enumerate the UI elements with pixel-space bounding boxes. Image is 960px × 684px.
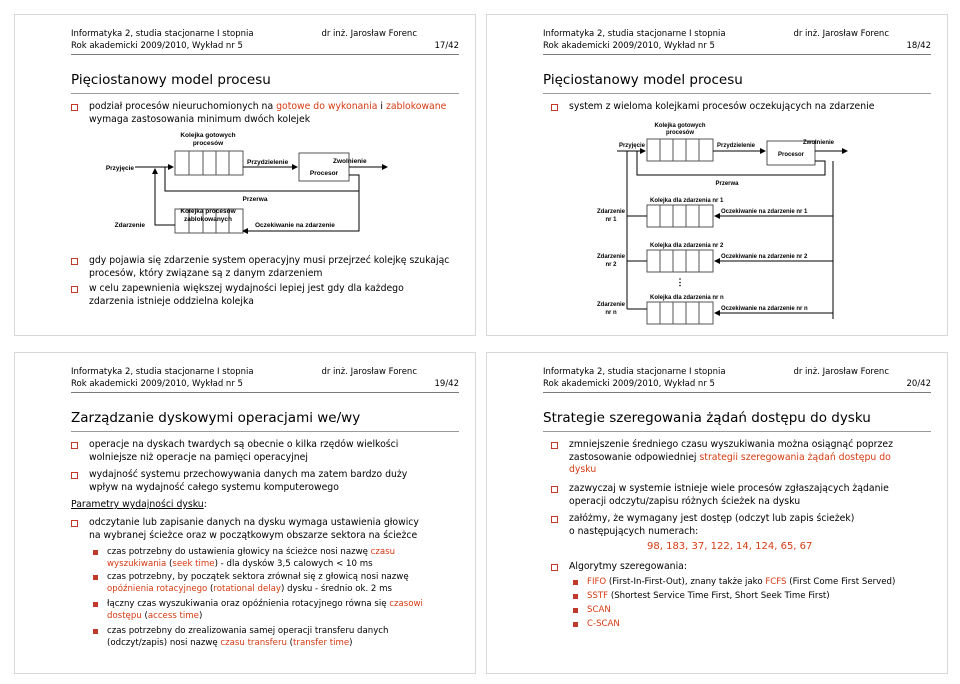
bullet-text: załóżmy, że wymagany jest dostęp (odczyt lub zapis ścieżek) xyxy=(569,513,855,524)
bullet-item xyxy=(89,255,461,280)
event-2-label: Zdarzenie xyxy=(596,254,626,260)
title-divider xyxy=(543,93,931,94)
bullet-square-icon xyxy=(551,442,558,449)
event-label: Zdarzenie xyxy=(114,222,145,229)
bullet-text: i xyxy=(377,101,386,112)
parameters-heading: Parametry wydajności dysku xyxy=(71,499,204,510)
bullet-square-icon xyxy=(71,520,78,527)
dispatch-label: Przydzielenie xyxy=(247,159,289,166)
event-n-number: nr n xyxy=(605,310,617,316)
blocked-queue-label-2: zablokowanych xyxy=(183,216,233,223)
header-line-2: Rok akademicki 2009/2010, Wykład nr 5 xyxy=(71,378,243,389)
bullet-square-icon xyxy=(71,258,78,265)
bullet-dot-icon xyxy=(573,580,578,585)
bullet-text: zazwyczaj w systemie istnieje wiele procesów zgłaszających żądanie xyxy=(569,483,889,494)
bullet-text: odczytanie lub zapisanie danych na dysku wymaga ustawienia głowicy xyxy=(89,517,419,528)
highlight-text: czasu xyxy=(370,547,396,557)
header-course xyxy=(543,29,726,52)
page-number: 20/42 xyxy=(906,379,931,389)
slide-20 xyxy=(486,352,948,674)
bullet-square-icon xyxy=(551,516,558,523)
bullet-dot-icon xyxy=(93,602,98,607)
bullet-item xyxy=(569,101,929,114)
sub-bullet-item xyxy=(587,619,620,631)
bullet-dot-icon xyxy=(573,608,578,613)
bullet-text: wpływ na wydajność całego systemu komputerowego xyxy=(89,481,339,493)
bullet-square-icon xyxy=(551,104,558,111)
processor-label: Procesor xyxy=(309,170,339,177)
sub-bullet-item xyxy=(587,591,937,603)
ready-queue-label-2: procesów xyxy=(192,140,224,147)
release-label: Zwolnienie xyxy=(333,158,367,165)
bullet-square-icon xyxy=(551,564,558,571)
bullet-text: wymaga zastosowania minimum dwóch kolejek xyxy=(89,113,311,125)
admit-label: Przyjęcie xyxy=(618,143,645,149)
blocked-queue-label: Kolejka procesów xyxy=(180,208,236,215)
bullet-dot-icon xyxy=(93,575,98,580)
event-queue-2-label: Kolejka dla zdarzenia nr 2 xyxy=(650,243,724,249)
ready-queue-label: Kolejka gotowych xyxy=(654,123,706,129)
header-author: dr inż. Jarosław Forenc xyxy=(321,367,417,377)
multi-queue-diagram xyxy=(487,119,947,329)
highlight-text: dostępu xyxy=(107,610,142,621)
bullet-square-icon xyxy=(71,286,78,293)
bullet-text: wydajność systemu przechowywania danych ma zatem bardzo duży xyxy=(89,469,408,480)
five-state-diagram xyxy=(15,127,475,247)
bullet-text: łączny czas wyszukiwania oraz opóźnienia rotacyjnego równa się xyxy=(107,599,390,609)
header-author: dr inż. Jarosław Forenc xyxy=(321,29,417,39)
sub-bullet-item xyxy=(107,572,459,595)
highlight-text: czasowi xyxy=(389,599,423,609)
bullet-text: na wybranej ścieżce oraz w początkowym obszarze sektora na ścieżce xyxy=(89,529,418,541)
bullet-text: ( xyxy=(286,637,294,648)
highlight-text: strategii szeregowania żądań dostępu do xyxy=(699,451,891,463)
bullet-text: podział procesów nieuruchomionych na xyxy=(89,101,277,112)
bullet-text: czas potrzebny do zrealizowania samej operacji transferu danych xyxy=(107,626,389,636)
header-line-1: Informatyka 2, studia stacjonarne I stopnia xyxy=(71,367,254,377)
header-course xyxy=(71,367,254,390)
track-numbers: 98, 183, 37, 122, 14, 124, 65, 67 xyxy=(647,541,813,552)
slide-19 xyxy=(14,352,476,674)
page-number: 18/42 xyxy=(906,41,931,51)
header-line-1: Informatyka 2, studia stacjonarne I stopnia xyxy=(71,29,254,39)
highlight-text: zablokowane xyxy=(385,101,447,112)
highlight-text: seek time xyxy=(172,558,215,569)
bullet-item xyxy=(89,101,459,126)
bullet-item xyxy=(89,469,461,494)
wait-label-1: Oczekiwanie na zdarzenie nr 1 xyxy=(721,209,808,215)
bullet-text: procesów, który związane są z danym zdarzeniem xyxy=(89,267,323,279)
event-2-number: nr 2 xyxy=(605,262,617,268)
title-divider xyxy=(71,93,459,94)
slide-17 xyxy=(14,14,476,336)
header-line-2: Rok akademicki 2009/2010, Wykład nr 5 xyxy=(543,378,715,389)
highlight-text: czasu transferu xyxy=(220,637,287,648)
sub-bullet-item xyxy=(107,599,459,622)
highlight-text: dysku xyxy=(569,464,597,475)
bullet-item xyxy=(89,439,461,464)
bullet-text: ( xyxy=(141,610,148,621)
bullet-text: zastosowanie odpowiedniej xyxy=(569,451,700,463)
bullet-text: Algorytmy szeregowania: xyxy=(569,561,687,572)
wait-label-2: Oczekiwanie na zdarzenie nr 2 xyxy=(721,254,808,260)
highlight-text: transfer time xyxy=(293,637,350,648)
bullet-text: ) - dla dysków 3,5 calowych < 10 ms xyxy=(214,558,373,569)
release-label: Zwolnienie xyxy=(803,140,835,146)
bullet-item xyxy=(569,561,933,574)
bullet-text: zmniejszenie średniego czasu wyszukiwania można osiągnąć poprzez xyxy=(569,439,893,450)
bullet-text: czas potrzebny, by początek sektora zrównał się z głowicą nosi nazwę xyxy=(107,572,409,582)
bullet-item xyxy=(89,517,461,542)
interrupt-label: Przerwa xyxy=(242,196,268,203)
ready-queue-box xyxy=(647,139,713,161)
sub-bullet-item xyxy=(107,547,459,570)
interrupt-label: Przerwa xyxy=(715,181,739,187)
title-divider xyxy=(543,431,931,432)
heading-colon: : xyxy=(203,499,207,510)
wait-label: Oczekiwanie na zdarzenie xyxy=(255,222,335,229)
bullet-text: operacji odczytu/zapisu różnych ścieżek na dysku xyxy=(569,495,801,507)
bullet-text: operacje na dyskach twardych są obecnie o kilka rzędów wielkości xyxy=(89,439,399,450)
event-queue-1-label: Kolejka dla zdarzenia nr 1 xyxy=(650,198,724,204)
bullet-item xyxy=(569,439,933,477)
bullet-text: o następujących numerach: xyxy=(569,525,699,537)
event-1-label: Zdarzenie xyxy=(596,209,626,215)
ready-queue-label: Kolejka gotowych xyxy=(180,132,236,139)
bullet-item xyxy=(569,513,933,538)
bullet-text: ( xyxy=(166,558,173,569)
event-queue-n-label: Kolejka dla zdarzenia nr n xyxy=(650,295,724,301)
bullet-dot-icon xyxy=(573,594,578,599)
header-divider xyxy=(71,392,459,393)
ready-queue-box xyxy=(175,151,243,175)
highlight-text: rotational delay xyxy=(213,583,281,594)
slide-header xyxy=(71,367,459,393)
ellipsis-dots: ⋮ xyxy=(675,277,685,287)
event-1-number: nr 1 xyxy=(605,217,617,223)
slide-title: Zarządzanie dyskowymi operacjami we/wy xyxy=(71,410,361,426)
bullet-text: system z wieloma kolejkami procesów oczekujących na zdarzenie xyxy=(569,101,875,112)
header-divider xyxy=(543,54,931,55)
slide-header xyxy=(543,367,931,393)
title-divider xyxy=(71,431,459,432)
bullet-square-icon xyxy=(71,104,78,111)
bullet-text: (First Come First Served) xyxy=(786,577,896,587)
wait-label-n: Oczekiwanie na zdarzenie nr n xyxy=(721,306,808,312)
admit-label: Przyjęcie xyxy=(105,165,134,172)
header-course xyxy=(543,367,726,390)
bullet-text: (Shortest Service Time First, Short Seek Time First) xyxy=(608,591,830,601)
header-course xyxy=(71,29,254,52)
slide-header xyxy=(71,29,459,55)
bullet-text: zdarzenia istnieje oddzielna kolejka xyxy=(89,295,254,307)
highlight-text: C-SCAN xyxy=(587,619,620,629)
bullet-dot-icon xyxy=(93,629,98,634)
slide-18 xyxy=(486,14,948,336)
bullet-text: gdy pojawia się zdarzenie system operacyjny musi przejrzeć kolejkę szukając xyxy=(89,255,450,266)
slide-header xyxy=(543,29,931,55)
header-divider xyxy=(71,54,459,55)
header-line-1: Informatyka 2, studia stacjonarne I stopnia xyxy=(543,367,726,377)
sub-bullet-item xyxy=(587,605,611,617)
sub-bullet-item xyxy=(587,577,937,589)
bullet-item xyxy=(569,483,933,508)
bullet-text: ) xyxy=(349,637,353,648)
highlight-text: wyszukiwania xyxy=(107,558,167,569)
bullet-square-icon xyxy=(71,472,78,479)
processor-label: Procesor xyxy=(777,152,805,158)
bullet-dot-icon xyxy=(93,550,98,555)
bullet-text: (odczyt/zapis) nosi nazwę xyxy=(107,637,221,648)
bullet-text: ) xyxy=(198,610,203,621)
slide-title: Pięciostanowy model procesu xyxy=(543,72,743,88)
bullet-text: wolniejsze niż operacje na pamięci operacyjnej xyxy=(89,451,308,463)
bullet-dot-icon xyxy=(573,622,578,627)
dispatch-label: Przydzielenie xyxy=(717,143,756,149)
section-heading xyxy=(71,499,207,512)
page-number: 17/42 xyxy=(434,41,459,51)
highlight-text: SCAN xyxy=(587,605,611,615)
slide-title: Strategie szeregowania żądań dostępu do dysku xyxy=(543,410,871,426)
bullet-square-icon xyxy=(71,442,78,449)
event-queue-2-box xyxy=(647,250,713,272)
bullet-text: czas potrzebny do ustawienia głowicy na ścieżce nosi nazwę xyxy=(107,547,371,557)
highlight-text: gotowe do wykonania xyxy=(276,101,378,112)
header-line-2: Rok akademicki 2009/2010, Wykład nr 5 xyxy=(543,40,715,51)
header-author: dr inż. Jarosław Forenc xyxy=(793,29,889,39)
event-queue-n-box xyxy=(647,302,713,324)
highlight-text: FCFS xyxy=(765,577,787,587)
bullet-text: w celu zapewnienia większej wydajności lepiej jest gdy dla każdego xyxy=(89,283,404,294)
header-divider xyxy=(543,392,931,393)
highlight-text: FIFO xyxy=(587,577,607,587)
header-line-2: Rok akademicki 2009/2010, Wykład nr 5 xyxy=(71,40,243,51)
highlight-text: SSTF xyxy=(587,591,609,601)
sub-bullet-item xyxy=(107,626,459,649)
slide-title: Pięciostanowy model procesu xyxy=(71,72,271,88)
ready-queue-label-2: procesów xyxy=(665,130,695,136)
bullet-text: ( xyxy=(207,583,214,594)
bullet-square-icon xyxy=(551,486,558,493)
bullet-item xyxy=(89,283,461,308)
page-number: 19/42 xyxy=(434,379,459,389)
event-queue-1-box xyxy=(647,205,713,227)
highlight-text: opóźnienia rotacyjnego xyxy=(107,583,208,594)
bullet-text: ) dysku - średnio ok. 2 ms xyxy=(281,583,392,594)
header-line-1: Informatyka 2, studia stacjonarne I stopnia xyxy=(543,29,726,39)
bullet-text: (First-In-First-Out), znany także jako xyxy=(606,577,766,587)
event-n-label: Zdarzenie xyxy=(596,302,626,308)
header-author: dr inż. Jarosław Forenc xyxy=(793,367,889,377)
highlight-text: access time xyxy=(147,610,199,621)
